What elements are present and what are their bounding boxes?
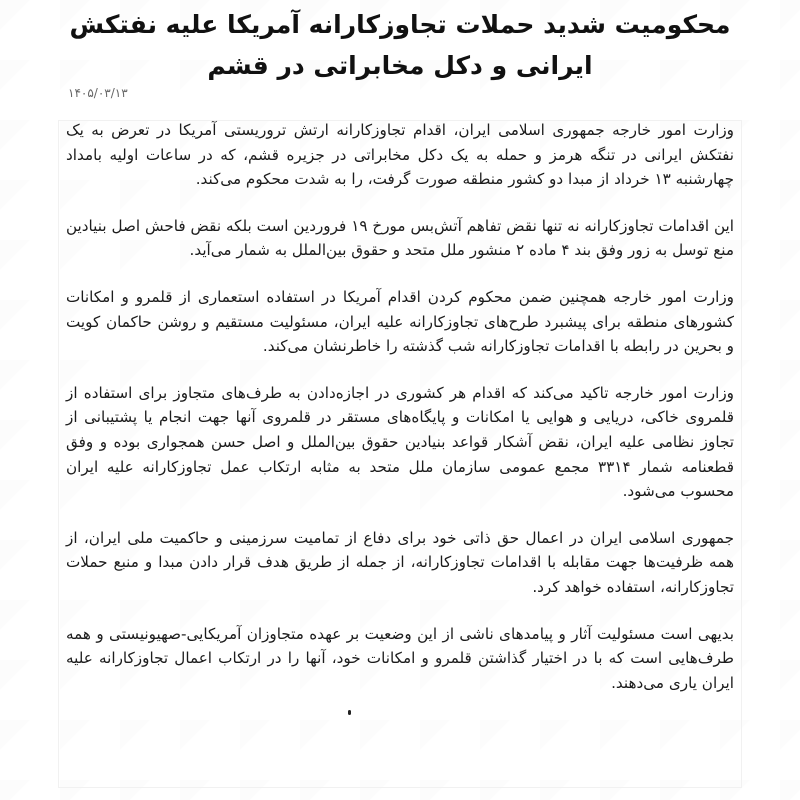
- paragraph-3: وزارت امور خارجه همچنین ضمن محکوم کردن اقدام آمریکا در استفاده استعماری از قلمرو و امکانات کشورهای منطقه برای پیشبرد طرح‌های تجاوزکارانه علیه ایران، مسئولیت مستقیم و روشن حاکمان کویت و بحرین در رابطه با اقدامات تجاوزکارانه شب گذشته را خاطرنشان می‌کند.: [66, 287, 734, 356]
- title-line-1: محکومیت شدید حملات تجاوزکارانه آمریکا علیه نفتکش: [69, 10, 731, 39]
- statement-title: [0, 0, 800, 86]
- paragraph-4: وزارت امور خارجه تاکید می‌کند که اقدام هر کشوری در اجازه‌دادن به طرف‌های متجاوز برای استفاده از قلمروی خاکی، دریایی و هوایی یا امکانات و پایگاه‌های مستقر در قلمروی آنها جهت انجام یا پشتیبانی از تجاوز نظامی علیه ایران، نقض آشکار قواعد بنیادین حقوق بین‌الملل و اصل حسن همجواری بوده و وفق قطعنامه شمار ۳۳۱۴ مجمع عمومی سازمان ملل متحد به مثابه ارتکاب عمل تجاوزکارانه علیه ایران محسوب می‌شود.: [66, 383, 735, 501]
- statement-date: ۱۴۰۵/۰۳/۱۳: [68, 86, 128, 100]
- paragraph-5: جمهوری اسلامی ایران در اعمال حق ذاتی خود برای دفاع از تمامیت سرزمینی و حاکمیت ملی ایران، از همه ظرفیت‌ها جهت مقابله با اقدامات تجاوزکارانه، از جمله از طریق هدف قرار دادن مبدا و منبع حملات تجاوزکارانه، استفاده خواهد کرد.: [66, 528, 734, 596]
- title-line-2: ایرانی و دکل مخابراتی در قشم: [207, 51, 593, 80]
- ink-mark: [348, 710, 351, 715]
- paragraph-6: بدیهی است مسئولیت آثار و پیامدهای ناشی از این وضعیت بر عهده متجاوزان آمریکایی-صهیونیستی و همه طرف‌هایی است که با در اختیار گذاشتن قلمرو و امکانات خود، آنها را در ارتکاب اعمال تجاوزکارانه علیه ایران یاری می‌دهند.: [66, 624, 734, 692]
- paragraph-1: وزارت امور خارجه جمهوری اسلامی ایران، اقدام تجاوزکارانه ارتش تروریستی آمریکا در تعرض به یک نفتکش ایرانی در تنگه هرمز و حمله به یک دکل مخابراتی در جزیره قشم، که در ساعات اولیه بامداد چهارشنبه ۱۳ خرداد از مبدا دو کشور منطقه صورت گرفت، را به شدت محکوم می‌کند.: [66, 121, 734, 189]
- paragraph-2: این اقدامات تجاوزکارانه نه تنها نقض تفاهم آتش‌بس مورخ ۱۹ فروردین است بلکه نقض فاحش اصل بنیادین منع توسل به زور وفق بند ۴ ماده ۲ منشور ملل متحد و حقوق بین‌الملل به شمار می‌آید.: [66, 216, 735, 260]
- statement-body: [66, 118, 734, 717]
